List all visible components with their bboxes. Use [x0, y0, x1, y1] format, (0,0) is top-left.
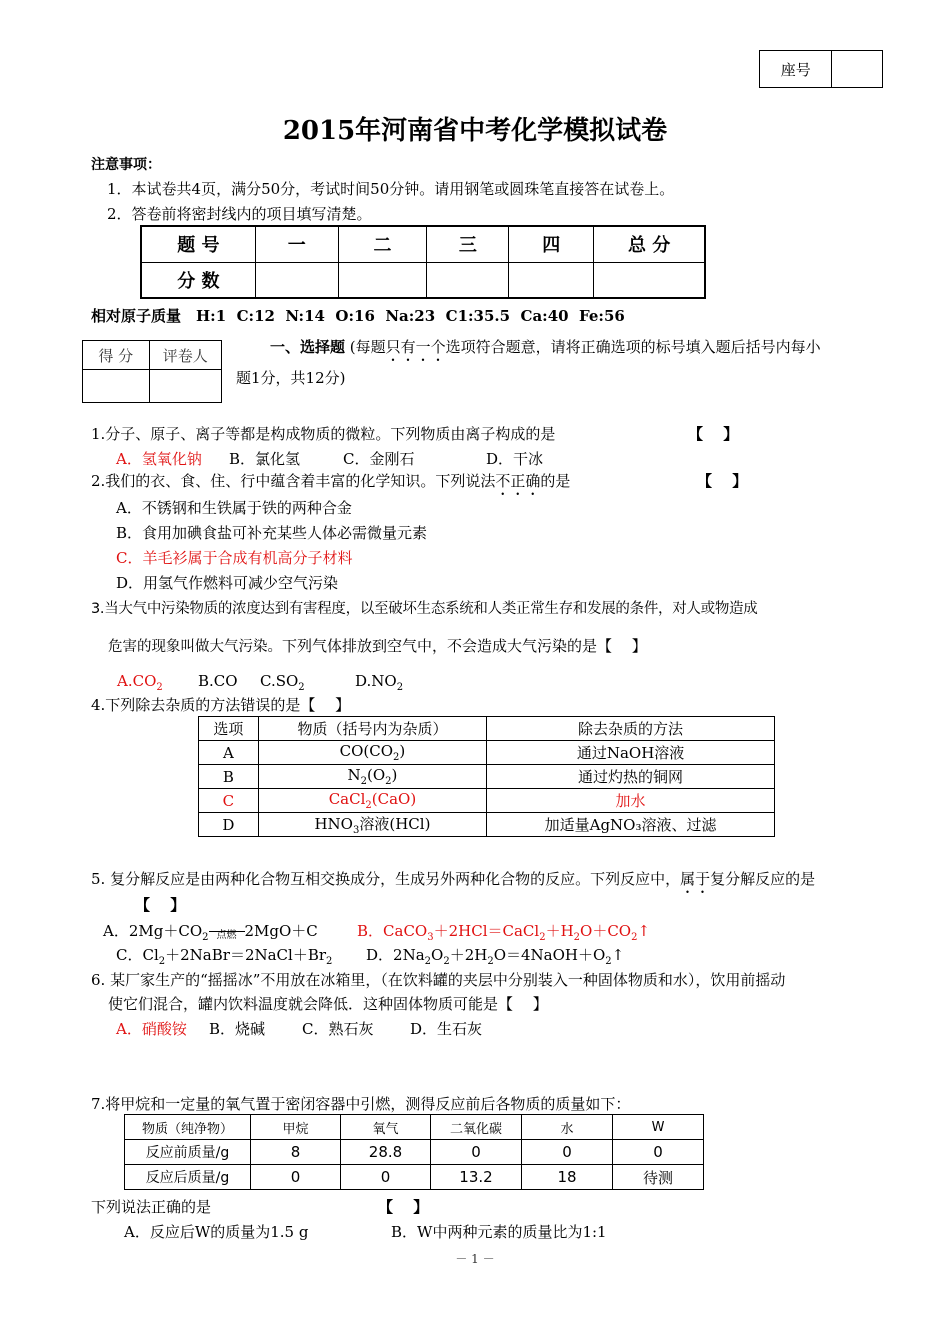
section-desc: (每题: [345, 338, 386, 356]
score-cell: [509, 262, 594, 298]
score-header: 一: [255, 226, 338, 262]
q2-option-b: B．食用加碘食盐可补充某些人体必需微量元素: [116, 524, 428, 542]
q7-header: 二氧化碳: [431, 1115, 522, 1140]
q7-header: W: [613, 1115, 704, 1140]
q7-stem: 7.将甲烷和一定量的氧气置于密闭容器中引燃，测得反应前后各物质的质量如下：: [91, 1095, 631, 1113]
page-title: 2015年河南省中考化学模拟试卷: [282, 116, 668, 146]
q7-option-a: A．反应后W的质量为1.5 g: [124, 1223, 309, 1241]
q2-stem-text: 的是: [540, 472, 571, 490]
q3-stem-line2: [108, 635, 647, 656]
q3-option-c: [260, 672, 305, 693]
q7-header: 物质（纯净物）: [125, 1115, 251, 1140]
q1-stem: 1.分子、原子、离子等都是构成物质的微粒。下列物质由离子构成的是: [91, 425, 556, 443]
q2-option-c: C．羊毛衫属于合成有机高分子材料: [116, 549, 353, 567]
q7-header: 甲烷: [251, 1115, 341, 1140]
q3-option-text: B.CO: [198, 672, 238, 690]
q7-bracket: 【 】: [378, 1198, 429, 1216]
atomic-mass: 相对原子质量 H:1 C:12 N:14 O:16 Na:23 C1:35.5 Ca:40 Fe:56: [91, 307, 625, 325]
q2-bracket: 【 】: [697, 472, 748, 490]
q5-stem: [91, 868, 815, 897]
q4-header: 选项: [199, 717, 259, 741]
q7-header: 水: [522, 1115, 613, 1140]
q4-header: 除去杂质的方法: [487, 717, 775, 741]
q2-stem: [91, 470, 570, 499]
q5-stem-text: 5. 复分解反应是由两种化合物互相交换成分，生成另外两种化合物的反应。下列反应中，: [91, 870, 681, 888]
q4-cell-method: 通过灼热的铜网: [487, 765, 775, 789]
q4-cell-option: A: [199, 741, 259, 765]
seat-box: [759, 50, 883, 88]
grader-box: [82, 340, 222, 403]
page-number: － 1 －: [455, 1252, 495, 1266]
q5-option-b: B．$CaCO_3+2HCl=CaCl_2+H_2O+CO_2↑$: [357, 922, 651, 943]
q4-cell-method: 通过NaOH溶液: [487, 741, 775, 765]
q5-stem-text: 复分解反应的是: [710, 870, 816, 888]
q1-option-d: D．干冰: [486, 450, 544, 468]
q5-option-a: A．$2Mg+CO_2$ 点燃 2MgO＋C: [103, 922, 318, 943]
score-header: 二: [338, 226, 427, 262]
q4-table: [198, 716, 775, 837]
q3-option-d: [355, 672, 403, 693]
q6-option-b: B．烧碱: [209, 1020, 266, 1038]
q5-option-c: C．$Cl_2+2NaBr=2NaCl+Br_2$: [116, 946, 333, 967]
q4-cell-substance: $CO(CO_2)$: [258, 741, 486, 765]
q7-cell: 反应前质量/g: [125, 1140, 251, 1165]
q3-option-text: C.SO: [260, 672, 299, 690]
score-cell: [427, 262, 509, 298]
q1-option-b: B．氯化氢: [229, 450, 301, 468]
q3-option-text: A.CO: [117, 672, 157, 690]
q7-option-b: B．W中两种元素的质量比为1:1: [391, 1223, 607, 1241]
grader-name-cell: [149, 370, 221, 403]
q2-stem-text: 2.我们的衣、食、住、行中蕴含着丰富的化学知识。下列说法: [91, 472, 496, 490]
q7-question: 下列说法正确的是: [91, 1198, 212, 1216]
q7-cell: 0: [431, 1140, 522, 1165]
q2-option-d: D．用氢气作燃料可减少空气污染: [116, 574, 339, 592]
section-desc-emphasis: 只有一个: [385, 338, 446, 356]
q7-cell: 18: [522, 1165, 613, 1190]
grader-name-label: 评卷人: [149, 341, 221, 370]
q3-option-b: [198, 672, 238, 690]
section-title: 一、选择题: [270, 338, 346, 356]
q5-option-d: D．$2Na_2O_2+2H_2O=4NaOH+O_2↑$: [366, 946, 625, 967]
q7-cell: 8: [251, 1140, 341, 1165]
q3-option-sub: 2: [156, 682, 163, 693]
q4-cell-substance: CaCl$_2$(CaO): [258, 789, 486, 813]
grader-score-cell: [83, 370, 150, 403]
q1-option-c: C．金刚石: [343, 450, 415, 468]
q7-cell: 13.2: [431, 1165, 522, 1190]
score-header: 总 分: [594, 226, 705, 262]
q2-stem-emphasis: 不正确: [495, 472, 541, 490]
q4-header: 物质（括号内为杂质）: [258, 717, 486, 741]
notice-heading: 注意事项：: [91, 157, 161, 173]
q7-cell: 反应后质量/g: [125, 1165, 251, 1190]
q6-stem-line2: 使它们混合，罐内饮料温度就会降低．这种固体物质可能是【 】: [108, 995, 548, 1013]
q4-cell-method: 加适量AgNO₃溶液、过滤: [487, 813, 775, 837]
q4-cell-option: B: [199, 765, 259, 789]
grader-score-label: 得 分: [83, 341, 150, 370]
q3-option-sub: 2: [396, 682, 404, 693]
q2-option-a: A．不锈钢和生铁属于铁的两种合金: [116, 499, 352, 517]
q7-table: [124, 1114, 704, 1190]
q6-option-c: C．熟石灰: [302, 1020, 374, 1038]
q3-stem-text: 下列气体排放到空气中，不会造成大气污染的是【 】: [282, 637, 647, 655]
q4-stem: 4.下列除去杂质的方法错误的是【 】: [91, 696, 351, 714]
q7-cell: 0: [251, 1165, 341, 1190]
q7-cell: 0: [341, 1165, 431, 1190]
seat-label: 座号: [760, 51, 832, 88]
q6-stem-line1: 6. 某厂家生产的“摇摇冰”不用放在冰箱里，（在饮料罐的夹层中分别装入一种固体物质和水），饮用前摇动: [91, 971, 786, 989]
score-cell: [255, 262, 338, 298]
q7-cell: 28.8: [341, 1140, 431, 1165]
score-row-label: 分 数: [141, 262, 255, 298]
q4-cell-method: 加水: [487, 789, 775, 813]
q4-cell-option: C: [199, 789, 259, 813]
q5-condition: 点燃: [216, 930, 237, 941]
notice-item: 2．答卷前将密封线内的项目填写清楚。: [107, 205, 372, 223]
score-cell: [594, 262, 705, 298]
q4-cell-option: D: [199, 813, 259, 837]
q4-cell-substance: $HNO_3$溶液(HCl): [258, 813, 486, 837]
q7-cell: 待测: [613, 1165, 704, 1190]
score-table: [140, 225, 706, 299]
notice-item: 1．本试卷共4页，满分50分，考试时间50分钟。请用钢笔或圆珠笔直接答在试卷上。: [107, 180, 675, 198]
q1-bracket: 【 】: [688, 425, 739, 443]
q5-bracket: 【 】: [135, 896, 186, 914]
q7-cell: 0: [613, 1140, 704, 1165]
q7-cell: 0: [522, 1140, 613, 1165]
score-header: 题 号: [141, 226, 255, 262]
score-header: 四: [509, 226, 594, 262]
q3-stem-text: 危害的现象叫做大气污染。: [108, 639, 282, 655]
q3-option-sub: 2: [298, 682, 305, 693]
q4-cell-substance: $N_2(O_2)$: [258, 765, 486, 789]
section-heading: [270, 336, 821, 365]
seat-value: [832, 51, 883, 88]
q7-header: 氧气: [341, 1115, 431, 1140]
q3-option-a: [117, 672, 163, 693]
q1-option-a: A．氢氧化钠: [116, 450, 202, 468]
section-desc: 选项符合题意，请将正确选项的标号填入题后括号内每小: [445, 338, 821, 356]
score-header: 三: [427, 226, 509, 262]
q5-stem-emphasis: 属于: [680, 870, 711, 888]
q3-option-text: D.NO: [355, 672, 397, 690]
q6-option-d: D．生石灰: [410, 1020, 483, 1038]
score-cell: [338, 262, 427, 298]
section-desc-line2: 题1分，共12分): [236, 369, 346, 387]
q6-option-a: A．硝酸铵: [116, 1020, 187, 1038]
q3-stem-line1: 3.当大气中污染物质的浓度达到有害程度，以至破坏生态系统和人类正常生存和发展的条件，对人或物造成: [91, 601, 758, 617]
